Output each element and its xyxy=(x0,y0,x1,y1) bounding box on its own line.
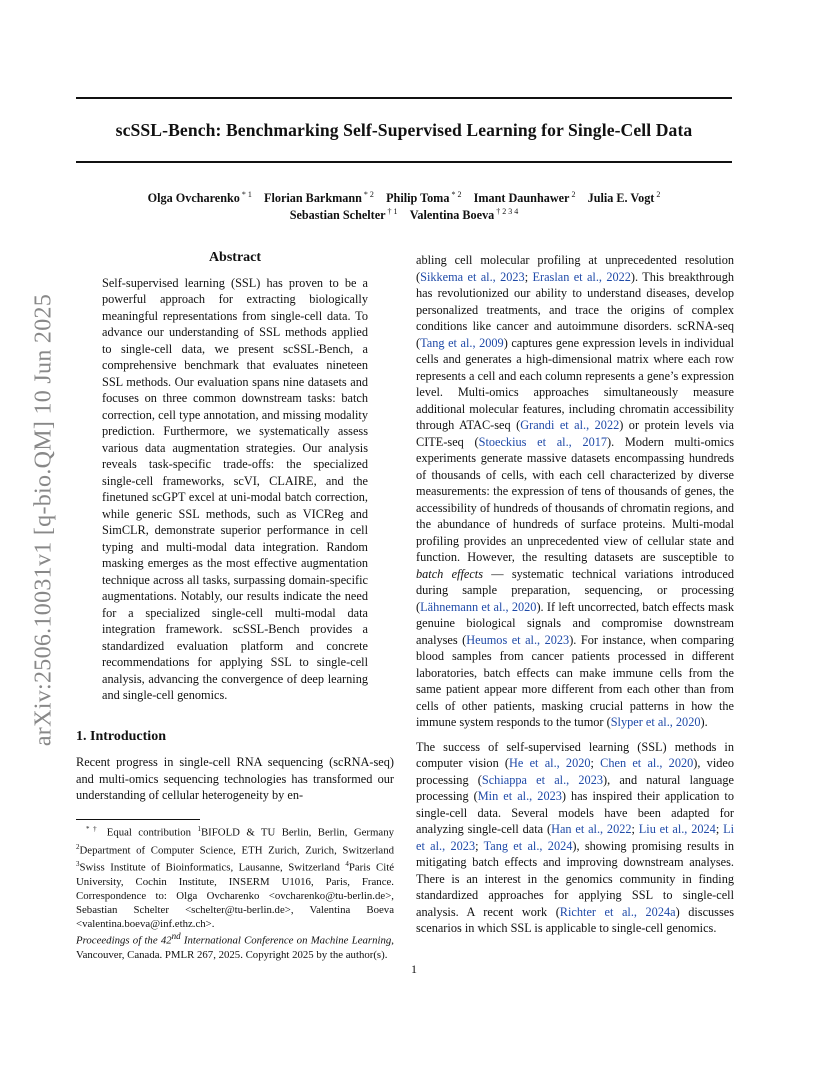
page-number: 1 xyxy=(411,962,417,976)
proceedings-ordinal: 42 xyxy=(160,934,172,947)
footnote-text: Equal contribution xyxy=(100,826,198,839)
paragraph-text: ). If left uncorrected, batch effects mask genuine biological signals and compromise downstream analyses ( xyxy=(416,599,734,647)
paragraph-text: ), showing promising results in mitigating batch effects and improving downstream analyses. There is an interest in the genomics community in finding standardized approaches for applying SSL to single-cell analysis. A recent work ( xyxy=(416,838,734,919)
affiliation-mark: 4 xyxy=(345,860,349,869)
footnote-rule xyxy=(76,819,200,820)
paragraph-text: abling cell molecular profiling at unprecedented resolution ( xyxy=(416,253,734,284)
title-bottom-rule xyxy=(76,161,732,163)
citation-link[interactable]: Sikkema et al., 2023 xyxy=(420,269,525,284)
affiliation-mark: 2 xyxy=(76,842,80,851)
author-affiliation-mark: † 2 3 4 xyxy=(494,206,519,216)
citation-link[interactable]: Lähnemann et al., 2020 xyxy=(420,599,537,614)
proceedings-italic: Proceedings of the xyxy=(76,934,161,947)
author-affiliation-mark: * 1 xyxy=(239,189,252,199)
author-name: Julia E. Vogt xyxy=(587,191,655,205)
paragraph-text: — systematic technical variations introduced during sample preparation, sequencing, or processing ( xyxy=(416,566,734,614)
footnote-text: Department of Computer Science, ETH Zurich, Zurich, Switzerland xyxy=(79,844,394,857)
author-name: Olga Ovcharenko xyxy=(147,191,240,205)
citation-link[interactable]: Li et al., 2023 xyxy=(416,822,734,853)
footnote-text: BIFOLD & TU Berlin, Berlin, Germany xyxy=(200,826,394,839)
citation-link[interactable]: Chen et al., 2020 xyxy=(600,756,694,770)
left-column xyxy=(76,250,394,804)
paper-title: scSSL-Bench: Benchmarking Self-Supervised Learning for Single-Cell Data xyxy=(115,120,693,140)
intro-paragraph-1 xyxy=(416,252,734,731)
citation-link[interactable]: Liu et al., 2024 xyxy=(638,822,716,836)
paragraph-text: ). This breakthrough has revolutionized our ability to understand diseases, develop personalized treatments, and trace the origins of complex conditions like cancer and autoimmune disorders. scRNA-seq ( xyxy=(416,269,734,350)
citation-link[interactable]: Schiappa et al., 2023 xyxy=(481,772,603,787)
affiliation-mark: 1 xyxy=(197,825,201,833)
citation-link[interactable]: He et al., 2020 xyxy=(509,756,591,770)
paragraph-text: ). xyxy=(700,715,708,729)
paragraph-text: ; xyxy=(524,269,533,284)
author-affiliation-mark: * 2 xyxy=(449,189,462,199)
author-name: Valentina Boeva xyxy=(409,208,495,222)
paragraph-text: ) has inspired their application to single-cell data. Several models have been adapted for analyzing single-cell data ( xyxy=(416,789,735,836)
affiliation-footnote xyxy=(76,822,394,931)
citation-link[interactable]: Slyper et al., 2020 xyxy=(610,715,701,729)
citation-link[interactable]: Heumos et al., 2023 xyxy=(466,632,570,647)
footnote-text: Paris Cité University, Cochin Institute, INSERM U1016, Paris, France. Correspondence to: Olga Ovcharenko <ovcharenko@tu-berlin.de>, Sebastian Schelter <schelter@tu-berlin.de>, Valentina Boeva <valentina.boeva@inf.ethz.ch>. xyxy=(76,861,394,930)
paragraph-text: ). For instance, when comparing blood samples from cancer patients processed in different laboratories, batch effects can make immune cells from the same patient appear more different from each other than from cells of other patients, masking crucial patterns in how the immune system responds to the tumor ( xyxy=(416,632,735,729)
section-heading-introduction: 1. Introduction xyxy=(76,728,166,744)
paragraph-text: ) or protein levels via CITE-seq ( xyxy=(416,418,734,449)
citation-link[interactable]: Richter et al., 2024a xyxy=(559,904,676,919)
footnote-marks: *† xyxy=(86,825,101,833)
author-name: Sebastian Schelter xyxy=(289,208,386,222)
intro-paragraph-2 xyxy=(416,739,734,937)
citation-link[interactable]: Eraslan et al., 2022 xyxy=(532,269,631,284)
proceedings-note xyxy=(76,929,394,963)
right-column xyxy=(416,252,734,937)
citation-link[interactable]: Tang et al., 2024 xyxy=(483,838,573,853)
proceedings-ordinal-suffix: nd xyxy=(171,931,181,941)
citation-link[interactable]: Han et al., 2022 xyxy=(551,822,632,836)
paragraph-text: ) captures gene expression levels in individual cells and generates a high-dimensional matrix where each row represents a cell and each column represents a gene’s expression level. Multi-omics approaches simultaneously measure additional molecular features, including chromatin accessibility through ATAC-seq ( xyxy=(416,335,734,432)
affiliation-mark: 3 xyxy=(76,860,80,869)
footnote-text: Swiss Institute of Bioinformatics, Lausanne, Switzerland xyxy=(79,861,346,874)
paragraph-text: ; xyxy=(590,756,601,770)
title-top-rule xyxy=(76,97,732,99)
author-name: Philip Toma xyxy=(386,191,450,205)
emphasis-text: batch effects xyxy=(416,566,483,581)
author-name: Imant Daunhawer xyxy=(473,191,570,205)
author-affiliation-mark: * 2 xyxy=(361,189,374,199)
arxiv-watermark: arXiv:2506.10031v1 [q-bio.QM] 10 Jun 2025 xyxy=(30,293,57,747)
citation-link[interactable]: Grandi et al., 2022 xyxy=(520,418,620,432)
proceedings-text: , Vancouver, Canada. PMLR 267, 2025. Copyright 2025 by the author(s). xyxy=(76,934,394,962)
proceedings-italic: International Conference on Machine Learning xyxy=(180,934,392,947)
introduction-paragraph: Recent progress in single-cell RNA sequencing (scRNA-seq) and multi-omics sequencing technologies has transformed our understanding of cellular heterogeneity by en- xyxy=(76,755,394,802)
author-line-2 xyxy=(76,207,732,224)
paragraph-text: ; xyxy=(475,838,484,853)
paragraph-text: ). Modern multi-omics experiments generate massive datasets encompassing hundreds of thousands of cells, with each cell characterized by diverse measurements: the expression of tens of thousands of genes, the accessibility of hundreds of thousands of chromatin regions, and the abundance of hundreds of surface proteins. Multi-modal profiling provides an unprecedented view of cellular state and function. However, the resulting datasets are susceptible to xyxy=(416,434,734,564)
abstract-heading: Abstract xyxy=(208,250,262,265)
author-name: Florian Barkmann xyxy=(264,191,362,205)
paragraph-text: ; xyxy=(715,822,724,836)
paragraph-text: ; xyxy=(631,822,639,836)
abstract-body: Self-supervised learning (SSL) has proven to be a powerful approach for extracting biologically meaningful representations from single-cell data. To advance our understanding of SSL methods applied to single-cell data, we present scSSL-Bench, a comprehensive benchmark that evaluates nineteen SSL methods. Our evaluation spans nine datasets and focuses on three common downstream tasks: batch correction, cell type annotation, and missing modality prediction. Furthermore, we systematically assess various data augmentation strategies. Our analysis reveals task-specific trade-offs: the specialized single-cell frameworks, scVI, CLAIRE, and the finetuned scGPT excel at uni-modal batch correction, while generic SSL methods, such as VICReg and SimCLR, demonstrate superior performance in cell typing and multi-modal data integration. Random masking emerges as the most effective augmentation technique across all tasks, surpassing domain-specific augmentations. Notably, our results indicate the need for a specialized single-cell multi-modal data integration framework. scSSL-Bench provides a standardized evaluation platform and concrete recommendations for applying SSL to single-cell analysis, advancing the convergence of deep learning and single-cell genomics. xyxy=(102,275,368,702)
paragraph-text: ) discusses scenarios in which SSL is applicable to single-cell genomics. xyxy=(416,904,734,935)
author-list xyxy=(76,190,732,224)
paragraph-text: ), and natural language processing ( xyxy=(416,772,734,803)
author-line-1 xyxy=(76,190,732,207)
author-affiliation-mark: 2 xyxy=(569,189,576,199)
citation-link[interactable]: Min et al., 2023 xyxy=(477,789,562,803)
citation-link[interactable]: Tang et al., 2009 xyxy=(420,335,504,350)
citation-link[interactable]: Stoeckius et al., 2017 xyxy=(478,434,608,449)
author-affiliation-mark: † 1 xyxy=(385,206,398,216)
author-affiliation-mark: 2 xyxy=(654,189,661,199)
paragraph-text: ), video processing ( xyxy=(416,756,734,787)
paragraph-text: The success of self-supervised learning (SSL) methods in computer vision ( xyxy=(416,739,734,770)
